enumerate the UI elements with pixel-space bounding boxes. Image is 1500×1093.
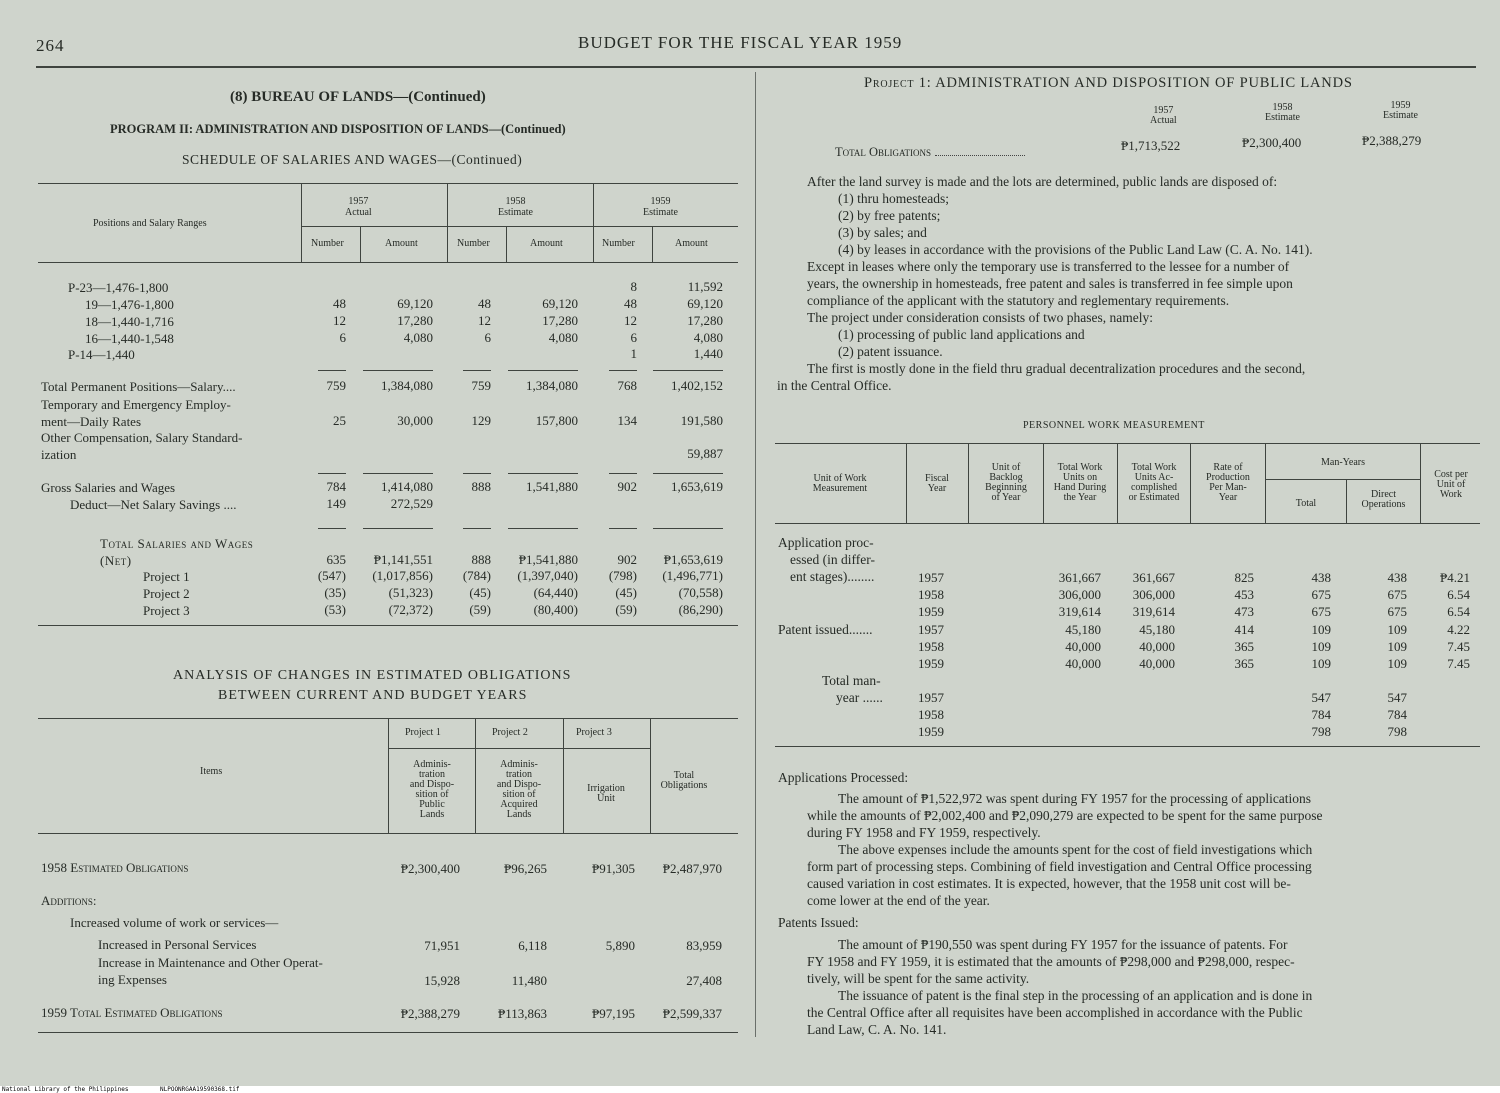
salary-cell: 4,080 [548,330,578,345]
pwm-cell: 675 [1311,587,1331,602]
salary-cell: 30,000 [397,413,433,428]
pwm-year: 1958 [918,707,944,722]
pwm-cell: 798 [1311,724,1331,739]
pwm-year: 1958 [918,587,944,602]
pwm-cell: 109 [1387,639,1407,654]
patents-line: The issuance of patent is the final step in the processing of an application and is done in [838,988,1313,1003]
increased-label: Increased volume of work or services— [70,915,279,930]
year-head-1959: 1959 Estimate [643,196,678,218]
patents-line: the Central Office after all requisites have been accomplished in accordance with the Public [807,1005,1303,1020]
subtotal-rule [609,473,637,474]
analysis-cell: ₱2,300,400 [400,861,460,876]
pwm-cell: 40,000 [1139,656,1175,671]
subtotal-rule [653,473,723,474]
pwm-head-total-work: Total Work Units on Hand During the Year [1053,462,1107,503]
salary-cell: 12 [478,313,491,328]
scan-footer [0,1086,1500,1093]
col-items: Items [200,766,223,777]
total-obligations-1959: ₱2,388,279 [1362,133,1422,148]
patents-line: tively, will be spent for the same activity. [807,971,1030,986]
analysis-cell: ₱113,863 [498,1006,547,1021]
pwm-head-rate: Rate of Production Per Man- Year [1206,462,1250,503]
pwm-head-total: Total [1295,498,1317,509]
bureau-title: (8) BUREAU OF LANDS—(Continued) [230,89,486,105]
total-obligations-label: Total Obligations [835,145,1025,160]
pwm-cell: 7.45 [1447,656,1470,671]
salary-cell: 1,414,080 [381,479,433,494]
salary-cell: (45) [469,585,491,600]
description-line: (3) by sales; and [838,225,927,240]
pwm-year: 1958 [918,639,944,654]
pwm-cell: 319,614 [1132,604,1175,619]
salary-cell: 1,653,619 [671,479,723,494]
description-line: compliance of the applicant with the statutory and reglementary requirements. [807,293,1230,308]
salary-cell: 149 [326,496,346,511]
pwm-group-label: year ...... [836,690,883,705]
pwm-cell: 361,667 [1058,570,1101,585]
analysis-cell: 71,951 [424,938,460,953]
project-1-head: Project 1 [405,727,441,738]
salary-cell: 17,280 [397,313,433,328]
salary-cell: 888 [471,479,491,494]
program-title: PROGRAM II: ADMINISTRATION AND DISPOSITION OF LANDS—(Continued) [110,122,566,136]
description-line: years, the ownership in homesteads, free patent and sales is transferred in fee simple upon [807,276,1293,291]
pwm-cell: 45,180 [1139,622,1175,637]
pwm-year: 1957 [918,622,944,637]
description-line: (4) by leases in accordance with the provisions of the Public Land Law (C. A. No. 141). [838,242,1313,257]
salary-cell: 902 [617,479,637,494]
right-year-1957: 1957 Actual [1150,105,1177,126]
salary-cell: 888 [471,552,491,567]
salary-row-label: 16—1,440-1,548 [85,331,174,346]
applications-line: form part of processing steps. Combining of field investigation and Central Office processing [807,859,1312,874]
salary-cell: (1,017,856) [372,568,433,583]
pwm-head-unit: Unit of Work Measurement [812,473,868,494]
pwm-cell: 6.54 [1447,604,1470,619]
salary-cell: 4,080 [403,330,433,345]
pwm-group-label: Total man- [822,673,881,688]
salary-row-label: Project 3 [143,603,190,618]
pwm-cell: 109 [1311,639,1331,654]
salary-cell: 6 [484,330,491,345]
subtotal-rule [463,370,491,371]
patents-line: The amount of ₱190,550 was spent during FY 1957 for the issuance of patents. For [838,937,1288,952]
pwm-cell: 40,000 [1065,656,1101,671]
salary-cell: 48 [333,296,346,311]
pwm-cell: 784 [1387,707,1407,722]
subtotal-rule [363,528,433,529]
subtotal-rule [318,473,346,474]
project-2-desc: Adminis- tration and Dispo- sition of Acquired Lands [496,759,542,820]
subtotal-rule [653,370,723,371]
patents-line: FY 1958 and FY 1959, it is estimated that the amounts of ₱298,000 and ₱298,000, respec- [807,954,1295,969]
pwm-year: 1957 [918,690,944,705]
salary-cell: 272,529 [390,496,433,511]
salary-cell: 1 [630,346,637,361]
pwm-title: PERSONNEL WORK MEASUREMENT [1023,420,1205,431]
subtotal-rule [318,370,346,371]
subtotal-rule [609,528,637,529]
pwm-cell: 4.22 [1447,622,1470,637]
salary-cell: (51,323) [388,585,433,600]
description-line: in the Central Office. [777,378,892,393]
salary-row-label: P-14—1,440 [68,347,135,362]
pwm-head-accomplished: Total Work Units Ac- complished or Estimated [1128,462,1180,503]
additions-label: Additions: [41,893,97,908]
subtotal-rule [363,370,433,371]
pwm-cell: 365 [1234,656,1254,671]
subtotal-rule [318,528,346,529]
col-positions: Positions and Salary Ranges [93,218,207,229]
subtotal-rule [508,473,578,474]
pwm-head-direct: Direct Operations [1361,489,1406,510]
column-divider [755,72,756,1037]
salary-cell: (59) [469,602,491,617]
project-3-desc: Irrigation Unit [587,783,625,804]
footer-library: National Library of the Philippines [2,1086,129,1093]
salary-cell: 59,887 [687,446,723,461]
running-title: BUDGET FOR THE FISCAL YEAR 1959 [578,33,903,52]
pwm-cell: 40,000 [1065,639,1101,654]
applications-line: caused variation in cost estimates. It is expected, however, that the 1958 unit cost will be- [807,876,1291,891]
right-year-1959: 1959 Estimate [1383,100,1418,121]
description-line: The project under consideration consists of two phases, namely: [807,310,1154,325]
salary-cell: ₱1,653,619 [663,552,723,567]
salary-cell: 17,280 [687,313,723,328]
pwm-cell: 547 [1311,690,1331,705]
salary-row-label: Other Compensation, Salary Standard- ization [41,430,243,462]
pwm-cell: 109 [1387,622,1407,637]
pwm-head-fiscal: Fiscal Year [925,473,949,494]
pwm-cell: 675 [1387,587,1407,602]
salary-cell: (59) [615,602,637,617]
applications-line: come lower at the end of the year. [807,893,990,908]
analysis-cell: 6,118 [518,938,547,953]
pwm-cell: 319,614 [1058,604,1101,619]
pwm-cell: 7.45 [1447,639,1470,654]
analysis-row-label: 1959 Total Estimated Obligations [41,1005,223,1020]
salary-row-label: 18—1,440-1,716 [85,314,174,329]
pwm-cell: 109 [1387,656,1407,671]
subcol-number: Number [311,238,344,249]
salary-row-label: Project 1 [143,569,190,584]
pwm-cell: 306,000 [1058,587,1101,602]
pwm-year: 1959 [918,724,944,739]
salary-cell: (70,558) [678,585,723,600]
analysis-row-label: Increased in Personal Services [98,937,257,952]
year-head-1957: 1957 Actual [345,196,372,218]
salary-cell: 768 [617,378,637,393]
page-number: 264 [36,36,65,55]
pwm-head-man-years: Man-Years [1321,457,1365,468]
subtotal-rule [363,473,433,474]
salary-row-label: Temporary and Emergency Employ- ment—Daily Rates [41,397,231,429]
applications-line: during FY 1958 and FY 1959, respectively. [807,825,1041,840]
salary-cell: 17,280 [542,313,578,328]
salary-cell: (72,372) [388,602,433,617]
pwm-group-label: essed (in differ- [790,552,875,567]
salary-row-label: Deduct—Net Salary Savings .... [70,497,237,512]
pwm-head-backlog: Unit of Backlog Beginning of Year [985,462,1027,503]
pwm-cell: 6.54 [1447,587,1470,602]
pwm-year: 1957 [918,570,944,585]
analysis-title-2: BETWEEN CURRENT AND BUDGET YEARS [218,688,528,703]
salary-cell: 1,541,880 [526,479,578,494]
pwm-group-label: Application proc- [778,535,874,550]
pwm-cell: ₱4.21 [1440,570,1470,585]
salary-row-label: Gross Salaries and Wages [41,480,176,495]
col-total-obligations: Total Obligations [660,770,708,791]
salary-cell: 191,580 [680,413,723,428]
pwm-cell: 365 [1234,639,1254,654]
pwm-group-label: ent stages)........ [790,569,875,584]
subtotal-rule [508,370,578,371]
analysis-cell: ₱2,599,337 [662,1006,722,1021]
applications-heading: Applications Processed: [778,770,909,785]
salary-cell: 784 [326,479,346,494]
salary-cell: 69,120 [687,296,723,311]
pwm-cell: 438 [1311,570,1331,585]
pwm-cell: 414 [1234,622,1254,637]
analysis-cell: 15,928 [424,973,460,988]
pwm-year: 1959 [918,656,944,671]
salary-cell: (798) [608,568,637,583]
pwm-cell: 453 [1234,587,1254,602]
pwm-cell: 675 [1387,604,1407,619]
salary-cell: ₱1,141,551 [373,552,433,567]
salary-row-label: Total Permanent Positions—Salary.... [41,379,236,394]
salary-cell: 134 [617,413,637,428]
patents-line: Land Law, C. A. No. 141. [807,1022,947,1037]
salary-row-label: 19—1,476-1,800 [85,297,174,312]
pwm-cell: 306,000 [1132,587,1175,602]
salary-row-label: P-23—1,476-1,800 [68,280,169,295]
pwm-cell: 438 [1387,570,1407,585]
salary-cell: 25 [333,413,346,428]
description-line: After the land survey is made and the lots are determined, public lands are disposed of: [807,174,1278,189]
pwm-cell: 784 [1311,707,1331,722]
footer-file: NLPOONRGAA19590368.tif [160,1086,240,1093]
salary-cell: (547) [317,568,346,583]
salary-cell: 759 [471,378,491,393]
schedule-title: SCHEDULE OF SALARIES AND WAGES—(Continued) [182,152,523,167]
salary-cell: 48 [478,296,491,311]
subtotal-rule [463,473,491,474]
salary-cell: 635 [326,552,346,567]
project-1-desc: Adminis- tration and Dispo- sition of Public Lands [409,759,455,820]
subcol-number: Number [602,238,635,249]
analysis-cell: ₱97,195 [592,1006,635,1021]
pwm-year: 1959 [918,604,944,619]
analysis-title-1: ANALYSIS OF CHANGES IN ESTIMATED OBLIGATIONS [173,668,572,683]
subtotal-rule [653,528,723,529]
applications-line: The above expenses include the amounts spent for the cost of field investigations which [838,842,1313,857]
salary-cell: (80,400) [533,602,578,617]
analysis-cell: ₱2,388,279 [400,1006,460,1021]
salary-cell: 11,592 [687,279,723,294]
pwm-group-label: Patent issued....... [778,622,873,637]
salary-cell: 1,440 [693,346,723,361]
salary-row-label: Total Salaries and Wages (Net) [100,536,254,568]
salary-cell: (35) [324,585,346,600]
subcol-amount: Amount [675,238,708,249]
project-2-head: Project 2 [492,727,528,738]
salary-cell: (86,290) [678,602,723,617]
analysis-cell: 83,959 [686,938,722,953]
analysis-row-label: Increase in Maintenance and Other Operat- ing Expenses [98,955,323,987]
salary-cell: (64,440) [533,585,578,600]
pwm-cell: 109 [1311,622,1331,637]
subtotal-rule [463,528,491,529]
total-obligations-1957: ₱1,713,522 [1121,138,1181,153]
pwm-cell: 473 [1234,604,1254,619]
description-line: (1) thru homesteads; [838,191,949,206]
salary-cell: ₱1,541,880 [518,552,578,567]
pwm-cell: 825 [1234,570,1254,585]
salary-cell: 8 [630,279,637,294]
applications-line: while the amounts of ₱2,002,400 and ₱2,090,279 are expected to be spent for the same purpose [807,808,1323,823]
description-line: Except in leases where only the temporary use is transferred to the lessee for a number of [807,259,1290,274]
salary-cell: 6 [630,330,637,345]
description-line: (2) by free patents; [838,208,941,223]
salary-cell: 1,384,080 [381,378,433,393]
analysis-cell: ₱91,305 [592,861,635,876]
salary-cell: 759 [326,378,346,393]
pwm-cell: 109 [1311,656,1331,671]
pwm-head-cost: Cost per Unit of Work [1434,469,1468,500]
salary-cell: 12 [333,313,346,328]
salary-cell: 902 [617,552,637,567]
subcol-number: Number [457,238,490,249]
salary-cell: 69,120 [397,296,433,311]
salary-cell: (784) [462,568,491,583]
salary-cell: (45) [615,585,637,600]
year-head-1958: 1958 Estimate [498,196,533,218]
subtotal-rule [508,528,578,529]
pwm-cell: 40,000 [1139,639,1175,654]
analysis-cell: ₱2,487,970 [662,861,722,876]
salary-cell: 157,800 [535,413,578,428]
salary-cell: 12 [624,313,637,328]
analysis-cell: ₱96,265 [504,861,547,876]
salary-cell: (53) [324,602,346,617]
description-line: (2) patent issuance. [838,344,943,359]
salary-cell: 1,384,080 [526,378,578,393]
salary-cell: 4,080 [693,330,723,345]
salary-cell: (1,496,771) [662,568,723,583]
pwm-cell: 361,667 [1132,570,1175,585]
right-year-1958: 1958 Estimate [1265,102,1300,123]
description-line: (1) processing of public land applications and [838,327,1085,342]
project-3-head: Project 3 [576,727,612,738]
pwm-cell: 798 [1387,724,1407,739]
pwm-cell: 675 [1311,604,1331,619]
salary-cell: 1,402,152 [671,378,723,393]
salary-cell: 6 [339,330,346,345]
project-title: Project 1: ADMINISTRATION AND DISPOSITION OF PUBLIC LANDS [864,75,1353,91]
total-obligations-1958: ₱2,300,400 [1242,135,1302,150]
analysis-cell: 5,890 [605,938,635,953]
salary-cell: 69,120 [542,296,578,311]
patents-heading: Patents Issued: [778,915,859,930]
salary-cell: (1,397,040) [517,568,578,583]
subtotal-rule [609,370,637,371]
analysis-cell: 11,480 [511,973,547,988]
analysis-row-label: 1958 Estimated Obligations [41,860,189,875]
description-line: The first is mostly done in the field thru gradual decentralization procedures and the second, [807,361,1306,376]
salary-cell: 48 [624,296,637,311]
salary-row-label: Project 2 [143,586,190,601]
subcol-amount: Amount [385,238,418,249]
subcol-amount: Amount [530,238,563,249]
applications-line: The amount of ₱1,522,972 was spent during FY 1957 for the processing of applications [838,791,1312,806]
header-rule [36,66,1476,68]
pwm-cell: 547 [1387,690,1407,705]
salary-cell: 129 [471,413,491,428]
pwm-cell: 45,180 [1065,622,1101,637]
analysis-cell: 27,408 [686,973,722,988]
